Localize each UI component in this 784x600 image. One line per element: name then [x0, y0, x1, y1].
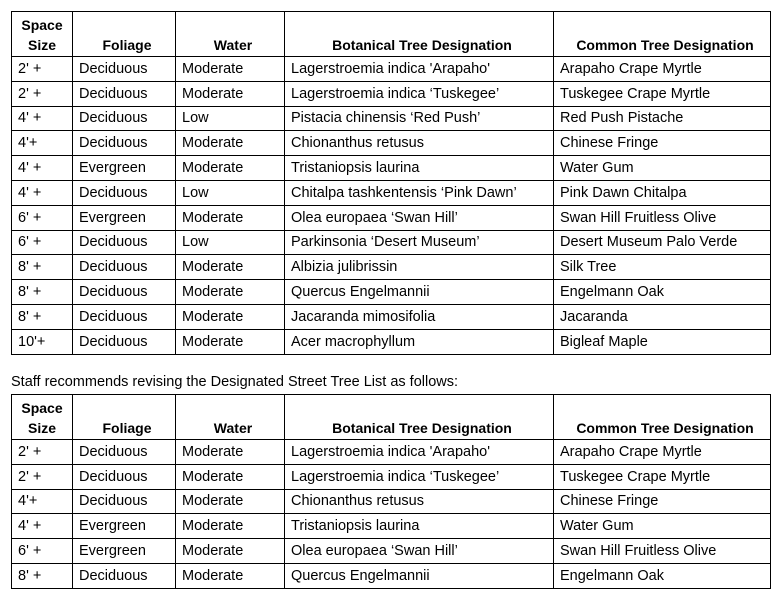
cell-botanical: Chitalpa tashkentensis ‘Pink Dawn’	[285, 180, 554, 205]
table-row	[12, 205, 771, 230]
cell-common: Chinese Fringe	[554, 131, 771, 156]
header-water: Water	[176, 12, 285, 57]
cell-common: Tuskegee Crape Myrtle	[554, 464, 771, 489]
cell-botanical: Lagerstroemia indica ‘Tuskegee’	[285, 81, 554, 106]
cell-foliage: Deciduous	[73, 81, 176, 106]
cell-botanical: Chionanthus retusus	[285, 489, 554, 514]
cell-common: Arapaho Crape Myrtle	[554, 57, 771, 82]
cell-foliage: Deciduous	[73, 280, 176, 305]
cell-common: Desert Museum Palo Verde	[554, 230, 771, 255]
cell-foliage: Deciduous	[73, 440, 176, 465]
table-row	[12, 106, 771, 131]
cell-foliage: Deciduous	[73, 464, 176, 489]
cell-common: Bigleaf Maple	[554, 329, 771, 354]
cell-size: 6' +	[12, 539, 73, 564]
cell-foliage: Deciduous	[73, 563, 176, 588]
cell-size: 2' +	[12, 57, 73, 82]
table-row	[12, 489, 771, 514]
table-row	[12, 563, 771, 588]
header-space-size	[12, 12, 73, 57]
cell-size: 4' +	[12, 514, 73, 539]
cell-botanical: Tristaniopsis laurina	[285, 156, 554, 181]
cell-botanical: Albizia julibrissin	[285, 255, 554, 280]
table-row	[12, 280, 771, 305]
header-space-label: Space	[21, 17, 63, 33]
cell-common: Water Gum	[554, 514, 771, 539]
cell-botanical: Pistacia chinensis ‘Red Push’	[285, 106, 554, 131]
cell-botanical: Parkinsonia ‘Desert Museum’	[285, 230, 554, 255]
cell-foliage: Deciduous	[73, 106, 176, 131]
cell-size: 4'+	[12, 131, 73, 156]
cell-water: Moderate	[176, 280, 285, 305]
cell-foliage: Deciduous	[73, 255, 176, 280]
cell-size: 10'+	[12, 329, 73, 354]
header-row	[12, 395, 771, 440]
cell-size: 6' +	[12, 230, 73, 255]
cell-size: 4'+	[12, 489, 73, 514]
cell-size: 6' +	[12, 205, 73, 230]
cell-common: Chinese Fringe	[554, 489, 771, 514]
cell-water: Low	[176, 230, 285, 255]
cell-common: Arapaho Crape Myrtle	[554, 440, 771, 465]
cell-common: Swan Hill Fruitless Olive	[554, 205, 771, 230]
cell-size: 8' +	[12, 255, 73, 280]
header-space-size	[12, 395, 73, 440]
header-foliage: Foliage	[73, 395, 176, 440]
cell-water: Moderate	[176, 464, 285, 489]
cell-size: 8' +	[12, 280, 73, 305]
cell-foliage: Evergreen	[73, 205, 176, 230]
cell-common: Engelmann Oak	[554, 280, 771, 305]
cell-foliage: Deciduous	[73, 131, 176, 156]
cell-water: Moderate	[176, 440, 285, 465]
cell-botanical: Olea europaea ‘Swan Hill’	[285, 539, 554, 564]
cell-botanical: Tristaniopsis laurina	[285, 514, 554, 539]
cell-common: Red Push Pistache	[554, 106, 771, 131]
cell-water: Moderate	[176, 57, 285, 82]
cell-common: Swan Hill Fruitless Olive	[554, 539, 771, 564]
cell-botanical: Lagerstroemia indica ‘Tuskegee’	[285, 464, 554, 489]
cell-water: Moderate	[176, 131, 285, 156]
cell-botanical: Olea europaea ‘Swan Hill’	[285, 205, 554, 230]
cell-size: 4' +	[12, 180, 73, 205]
cell-botanical: Lagerstroemia indica 'Arapaho'	[285, 440, 554, 465]
cell-botanical: Quercus Engelmannii	[285, 280, 554, 305]
current-tree-table	[11, 11, 771, 355]
cell-water: Low	[176, 180, 285, 205]
cell-water: Moderate	[176, 329, 285, 354]
header-foliage: Foliage	[73, 12, 176, 57]
cell-common: Tuskegee Crape Myrtle	[554, 81, 771, 106]
header-botanical: Botanical Tree Designation	[285, 12, 554, 57]
cell-water: Moderate	[176, 255, 285, 280]
table-row	[12, 440, 771, 465]
revised-tree-rows	[12, 440, 771, 589]
cell-water: Moderate	[176, 539, 285, 564]
table-row	[12, 304, 771, 329]
table-row	[12, 255, 771, 280]
cell-size: 2' +	[12, 440, 73, 465]
cell-water: Moderate	[176, 304, 285, 329]
header-size-label: Size	[27, 37, 56, 53]
cell-common: Pink Dawn Chitalpa	[554, 180, 771, 205]
cell-water: Moderate	[176, 514, 285, 539]
cell-size: 4' +	[12, 106, 73, 131]
table-row	[12, 57, 771, 82]
cell-foliage: Evergreen	[73, 156, 176, 181]
header-water: Water	[176, 395, 285, 440]
cell-water: Moderate	[176, 563, 285, 588]
cell-water: Low	[176, 106, 285, 131]
cell-water: Moderate	[176, 489, 285, 514]
cell-size: 8' +	[12, 304, 73, 329]
cell-water: Moderate	[176, 156, 285, 181]
revised-tree-table	[11, 394, 771, 589]
cell-foliage: Deciduous	[73, 230, 176, 255]
header-row	[12, 12, 771, 57]
cell-foliage: Deciduous	[73, 57, 176, 82]
cell-foliage: Deciduous	[73, 180, 176, 205]
table-row	[12, 156, 771, 181]
header-botanical: Botanical Tree Designation	[285, 395, 554, 440]
table-row	[12, 180, 771, 205]
cell-botanical: Chionanthus retusus	[285, 131, 554, 156]
cell-common: Jacaranda	[554, 304, 771, 329]
table-row	[12, 329, 771, 354]
header-size-label: Size	[27, 420, 56, 436]
cell-botanical: Lagerstroemia indica 'Arapaho'	[285, 57, 554, 82]
table-row	[12, 514, 771, 539]
table-row	[12, 464, 771, 489]
cell-common: Engelmann Oak	[554, 563, 771, 588]
cell-common: Silk Tree	[554, 255, 771, 280]
cell-water: Moderate	[176, 205, 285, 230]
intro-text: Staff recommends revising the Designated Street Tree List as follows:	[11, 374, 459, 390]
cell-botanical: Jacaranda mimosifolia	[285, 304, 554, 329]
header-common: Common Tree Designation	[554, 395, 771, 440]
table-row	[12, 81, 771, 106]
cell-foliage: Deciduous	[73, 304, 176, 329]
current-tree-rows	[12, 57, 771, 355]
table-row	[12, 131, 771, 156]
cell-foliage: Evergreen	[73, 539, 176, 564]
cell-foliage: Deciduous	[73, 489, 176, 514]
cell-size: 8' +	[12, 563, 73, 588]
cell-foliage: Deciduous	[73, 329, 176, 354]
cell-common: Water Gum	[554, 156, 771, 181]
cell-size: 4' +	[12, 156, 73, 181]
header-common: Common Tree Designation	[554, 12, 771, 57]
table-row	[12, 230, 771, 255]
cell-size: 2' +	[12, 464, 73, 489]
header-space-label: Space	[21, 400, 63, 416]
cell-botanical: Quercus Engelmannii	[285, 563, 554, 588]
cell-size: 2' +	[12, 81, 73, 106]
cell-water: Moderate	[176, 81, 285, 106]
table-row	[12, 539, 771, 564]
cell-botanical: Acer macrophyllum	[285, 329, 554, 354]
cell-foliage: Evergreen	[73, 514, 176, 539]
